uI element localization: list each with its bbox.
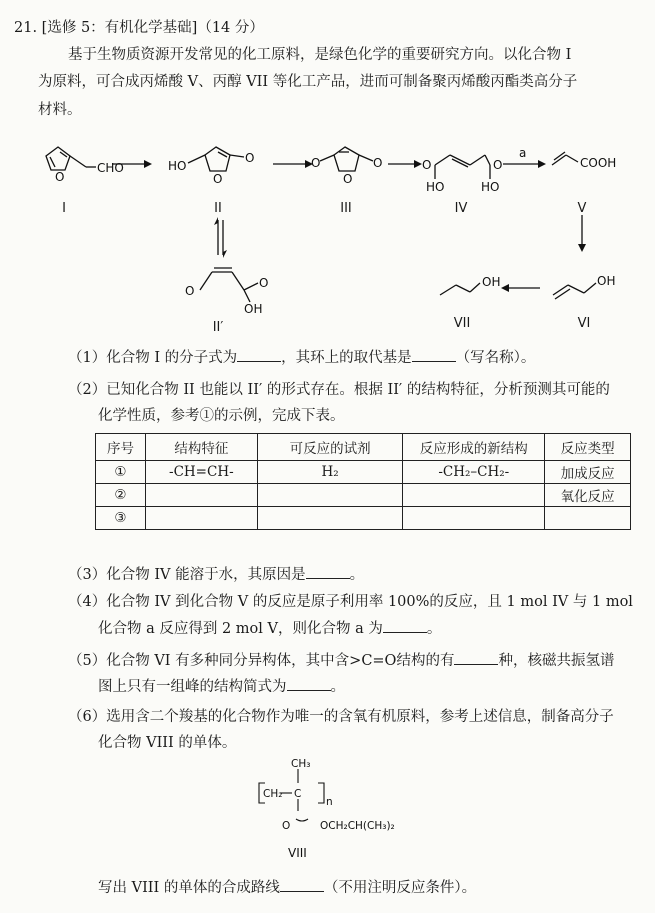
atom-o-iip-l: O: [185, 284, 195, 298]
question-6-line-2: 化合物 VIII 的单体。: [98, 735, 237, 751]
table-header: 反应类型: [545, 434, 631, 461]
label-compound-iip: II′: [212, 320, 224, 335]
table-header: 结构特征: [145, 434, 257, 461]
atom-o-iii-r: O: [373, 156, 383, 170]
table-row: [96, 461, 631, 484]
table-row: [96, 484, 631, 507]
question-2-line-1: （2）已知化合物 II 也能以 II′ 的形式存在。根据 II′ 的结构特征，分析预测其可能的: [68, 382, 610, 398]
label-compound-viii: VIII: [288, 846, 307, 860]
table-cell: -CH₂–CH₂-: [403, 461, 545, 484]
question-6-line-1: （6）选用含二个羧基的化合物作为唯一的含氧有机原料，参考上述信息，制备高分子: [68, 709, 614, 725]
question-4-line-1: （4）化合物 IV 到化合物 V 的反应是原子利用率 100%的反应，且 1 mol IV 与 1 mol: [68, 594, 633, 610]
q5-text-end: 。: [330, 679, 345, 695]
carbonyl-symbol: >C=O: [349, 653, 397, 669]
q5-text-a: （5）化合物 VI 有多种同分异构体，其中含: [68, 653, 350, 669]
carbonyl-text: C=O: [361, 653, 397, 669]
label-compound-vi: VI: [577, 316, 591, 331]
q1-answer-blank-2[interactable]: [412, 347, 456, 362]
q5-text-line-2: 图上只有一组峰的结构简式为: [98, 679, 287, 695]
table-answer-cell[interactable]: [145, 484, 257, 507]
table-cell: 氧化反应: [545, 484, 631, 507]
compound-iv-structure: [435, 155, 490, 179]
table-header-row: [96, 434, 631, 461]
q5-text-d: 种，核磁共振氢谱: [498, 653, 615, 669]
q4-text-end: 。: [426, 621, 442, 637]
label-compound-iv: IV: [454, 201, 468, 216]
table-cell: ①: [96, 461, 146, 484]
compound-vi-structure: [553, 283, 596, 299]
atom-cooh-v: COOH: [580, 156, 617, 170]
table-answer-cell[interactable]: [257, 484, 403, 507]
table-row: [96, 507, 631, 530]
atom-o-ii: O: [245, 151, 255, 165]
atom-ho-iv-r: HO: [481, 180, 500, 194]
table-cell: 加成反应: [545, 461, 631, 484]
atom-oh-vii: OH: [482, 275, 501, 289]
intro-line-1: 基于生物质资源开发常见的化工原料，是绿色化学的重要研究方向。以化合物 I: [68, 47, 572, 63]
table-answer-cell[interactable]: [145, 507, 257, 530]
intro-line-3: 材料。: [38, 102, 82, 118]
table-cell: ②: [96, 484, 146, 507]
question-5-line-2: [98, 676, 345, 697]
compound-iii-structure: [320, 147, 373, 171]
question-5-line-1: [68, 650, 614, 671]
label-compound-i: I: [62, 201, 66, 216]
atom-o-iip-r: O: [259, 276, 269, 290]
q1-text-c: （写名称）。: [455, 350, 536, 366]
polymer-ester: OCH₂CH(CH₃)₂: [320, 820, 395, 832]
compound-ii-structure: [188, 147, 244, 171]
q4-text: 化合物 a 反应得到 2 mol V，则化合物 a 为: [98, 621, 383, 637]
polymer-viii-structure: [0, 755, 655, 865]
polymer-o: O: [282, 820, 291, 832]
polymer-ch3: CH₃: [291, 758, 311, 770]
compound-v-structure: [552, 152, 578, 165]
q5-answer-blank-1[interactable]: [454, 650, 498, 665]
atom-o-iv-r: O: [493, 158, 503, 172]
label-compound-vii: VII: [453, 316, 471, 331]
q6-text: 写出 VIII 的单体的合成路线: [98, 880, 280, 896]
atom-cho-i: CHO: [97, 161, 124, 175]
question-tag: [选修 5：有机化学基础]: [41, 20, 198, 36]
q4-answer-blank[interactable]: [383, 618, 427, 633]
atom-o-ii-ring: O: [213, 172, 223, 186]
atom-oh-vi: OH: [597, 274, 616, 288]
reagent-a: a: [519, 146, 527, 160]
table-answer-cell[interactable]: [403, 507, 545, 530]
atom-o-iv-l: O: [422, 158, 432, 172]
compound-i-structure: [46, 147, 96, 170]
reaction-scheme: [0, 125, 655, 340]
question-6-line-3: [98, 877, 476, 898]
label-compound-ii: II: [214, 201, 222, 216]
atom-o-i: O: [55, 170, 65, 184]
polymer-c: C: [294, 788, 302, 800]
q5-text-c: 结构的有: [396, 653, 455, 669]
question-header: [14, 18, 264, 38]
q6-text-end: （不用注明反应条件）。: [323, 880, 477, 896]
q3-text-end: 。: [349, 567, 365, 583]
table-cell: H₂: [257, 461, 403, 484]
q3-answer-blank[interactable]: [306, 564, 350, 579]
atom-ho-ii: HO: [168, 159, 187, 173]
q3-text: （3）化合物 IV 能溶于水，其原因是: [68, 567, 306, 583]
atom-o-iii-ring: O: [343, 172, 353, 186]
question-4-line-2: [98, 618, 441, 639]
label-compound-iii: III: [340, 201, 352, 216]
table-cell: ③: [96, 507, 146, 530]
atom-oh-iip: OH: [244, 302, 263, 316]
label-compound-v: V: [577, 201, 587, 216]
q1-text-a: （1）化合物 I 的分子式为: [68, 350, 238, 366]
polymer-n: n: [326, 796, 333, 808]
question-score: （14 分）: [197, 20, 264, 36]
table-header: 反应形成的新结构: [403, 434, 545, 461]
q6-answer-blank[interactable]: [280, 877, 324, 892]
intro-line-2: 为原料，可合成丙烯酸 V、丙醇 VII 等化工产品，进而可制备聚丙烯酸丙酯类高分子: [38, 74, 578, 90]
question-2-line-2: 化学性质，参考①的示例，完成下表。: [98, 408, 345, 424]
compound-iip-structure: [200, 268, 258, 302]
table-header: 序号: [96, 434, 146, 461]
table-header: 可反应的试剂: [257, 434, 403, 461]
table-answer-cell[interactable]: [257, 507, 403, 530]
table-answer-cell[interactable]: [545, 507, 631, 530]
question-3: [68, 564, 364, 585]
atom-o-iii-l: O: [311, 156, 321, 170]
question-1: [68, 347, 535, 368]
table-cell: -CH=CH-: [145, 461, 257, 484]
table-answer-cell[interactable]: [403, 484, 545, 507]
q1-text-b: ，其环上的取代基是: [281, 350, 412, 366]
compound-vii-structure: [440, 283, 480, 295]
properties-table: [95, 433, 631, 530]
q1-answer-blank-1[interactable]: [237, 347, 281, 362]
polymer-ch2: CH₂: [263, 788, 283, 800]
q5-answer-blank-2[interactable]: [287, 676, 331, 691]
question-number: 21.: [14, 20, 38, 36]
atom-ho-iv-l: HO: [426, 180, 445, 194]
